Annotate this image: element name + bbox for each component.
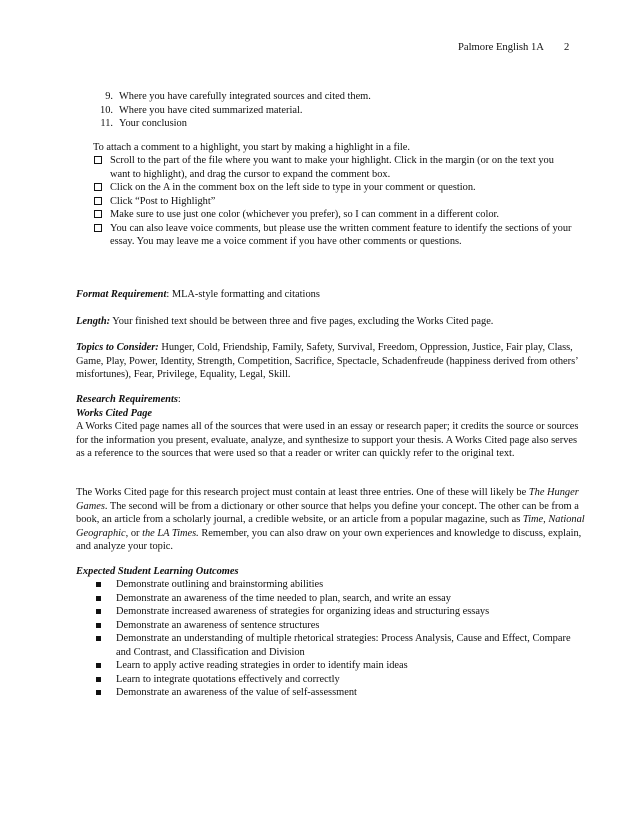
research-heading-text: Research Requirements <box>76 394 178 405</box>
newspaper-title: the LA Times. <box>142 527 199 539</box>
item-number: 9. <box>105 91 113 102</box>
bullet-icon <box>96 609 101 614</box>
running-head: Palmore English 1A <box>458 42 544 53</box>
research-heading <box>76 393 586 407</box>
length-requirement <box>76 315 586 329</box>
list-item <box>93 673 583 687</box>
topics-paragraph <box>76 341 586 382</box>
bullet-icon <box>96 623 101 628</box>
item-text: Learn to apply active reading strategies in order to identify main ideas <box>116 660 408 671</box>
item-text: Click “Post to Highlight” <box>110 195 216 207</box>
checkbox-icon <box>94 183 102 191</box>
topics-label: Topics to Consider: <box>76 342 159 353</box>
works-cited-subheading: Works Cited Page <box>76 407 153 419</box>
item-text: Demonstrate an awareness of sentence structures <box>116 619 320 631</box>
item-text: Demonstrate an understanding of multiple rhetorical strategies: Process Analysis, Cause and Effect, Compare and Contrast, and Classification and Division <box>116 633 571 658</box>
checkbox-icon <box>94 224 102 232</box>
item-number: 10. <box>100 104 113 116</box>
item-text: Where you have cited summarized material. <box>119 104 303 116</box>
bullet-icon <box>96 677 101 682</box>
list-item <box>93 181 573 195</box>
outcomes-list <box>93 578 583 700</box>
research-requirements <box>76 393 586 461</box>
item-text: Your conclusion <box>119 118 187 129</box>
item-text: Learn to integrate quotations effectively and correctly <box>116 673 340 685</box>
comment-intro: To attach a comment to a highlight, you start by making a highlight in a file. <box>93 142 410 153</box>
list-item <box>93 117 563 131</box>
length-text: Your finished text should be between three and five pages, excluding the Works Cited page. <box>110 316 494 327</box>
format-requirement <box>76 288 586 302</box>
p2-text-b: . The second will be from a dictionary or other source that helps you define your concept. The other can be from a book, an article from a scholarly journal, a credible website, or an article from a popular magazine, such as <box>76 500 579 525</box>
bullet-icon <box>96 596 101 601</box>
item-text: Demonstrate an awareness of the time needed to plan, search, and write an essay <box>116 592 451 604</box>
format-label: Format Requirement <box>76 289 167 300</box>
bullet-icon <box>96 582 101 587</box>
p2-text-c: , or <box>125 527 143 539</box>
item-text: Demonstrate increased awareness of strategies for organizing ideas and structuring essays <box>116 606 490 617</box>
bullet-icon <box>96 690 101 695</box>
list-item <box>93 619 583 633</box>
item-text: Make sure to use just one color (whichever you prefer), so I can comment in a different color. <box>110 209 500 220</box>
checkbox-icon <box>94 156 102 164</box>
item-number: 11. <box>100 118 113 129</box>
list-item <box>93 659 583 673</box>
list-item <box>93 592 583 606</box>
list-item <box>93 195 573 209</box>
checkbox-icon <box>94 210 102 218</box>
magazine-titles: Time, National Geographic <box>76 514 585 539</box>
format-text: : MLA-style formatting and citations <box>166 289 320 300</box>
p2-text-a: The Works Cited page for this research project must contain at least three entries. One of these will likely be <box>76 487 529 498</box>
item-text: Demonstrate an awareness of the value of self-assessment <box>116 687 357 698</box>
item-text: Where you have carefully integrated sources and cited them. <box>119 91 371 102</box>
works-cited-paragraph-1: A Works Cited page names all of the sources that were used in an essay or research paper; it credits the source or sources for the information you present, evaluate, analyze, and synthesize to support your thesis. A Works Cited page also serves as a reference to the sources that were used so that a reader or writer can quickly refer to the original text. <box>76 421 579 459</box>
list-item <box>93 632 583 659</box>
p2-text-d: Remember, you can also draw on your own experiences and knowledge to discuss, explain, and analyze your topic. <box>76 527 582 552</box>
list-item <box>93 686 583 700</box>
heading-colon: : <box>177 394 181 405</box>
list-item <box>93 222 573 249</box>
page-number: 2 <box>564 42 570 53</box>
topics-text: Hunger, Cold, Friendship, Family, Safety, Survival, Freedom, Oppression, Justice, Fair play, Class, Game, Play, Power, Identity, Strength, Competition, Sacrifice, Spectacle, Schadenfreude (happiness derived from others’ misfortunes), Fear, Privilege, Equality, Legal, Skill. <box>76 342 578 380</box>
list-item <box>93 578 583 592</box>
numbered-list <box>93 90 563 131</box>
outcomes-heading: Expected Student Learning Outcomes <box>76 566 239 577</box>
item-text: Demonstrate outlining and brainstorming abilities <box>116 579 324 590</box>
bullet-icon <box>96 636 101 641</box>
item-text: Click on the A in the comment box on the left side to type in your comment or question. <box>110 182 476 193</box>
checkbox-list <box>93 154 573 249</box>
item-text: Scroll to the part of the file where you want to make your highlight. Click in the margin (or on the text you want to highlight), and drag the cursor to expand the comment box. <box>110 155 554 180</box>
list-item <box>93 154 573 181</box>
list-item <box>93 90 563 104</box>
book-title: The Hunger Games <box>76 487 579 512</box>
works-cited-paragraph-2 <box>76 486 586 554</box>
item-text: You can also leave voice comments, but please use the written comment feature to identify the sections of your essay. You may leave me a voice comment if you have other comments or questions. <box>110 222 572 247</box>
list-item <box>93 208 573 222</box>
bullet-icon <box>96 663 101 668</box>
checkbox-icon <box>94 197 102 205</box>
length-label: Length: <box>76 316 111 327</box>
list-item <box>93 605 583 619</box>
list-item <box>93 104 563 118</box>
